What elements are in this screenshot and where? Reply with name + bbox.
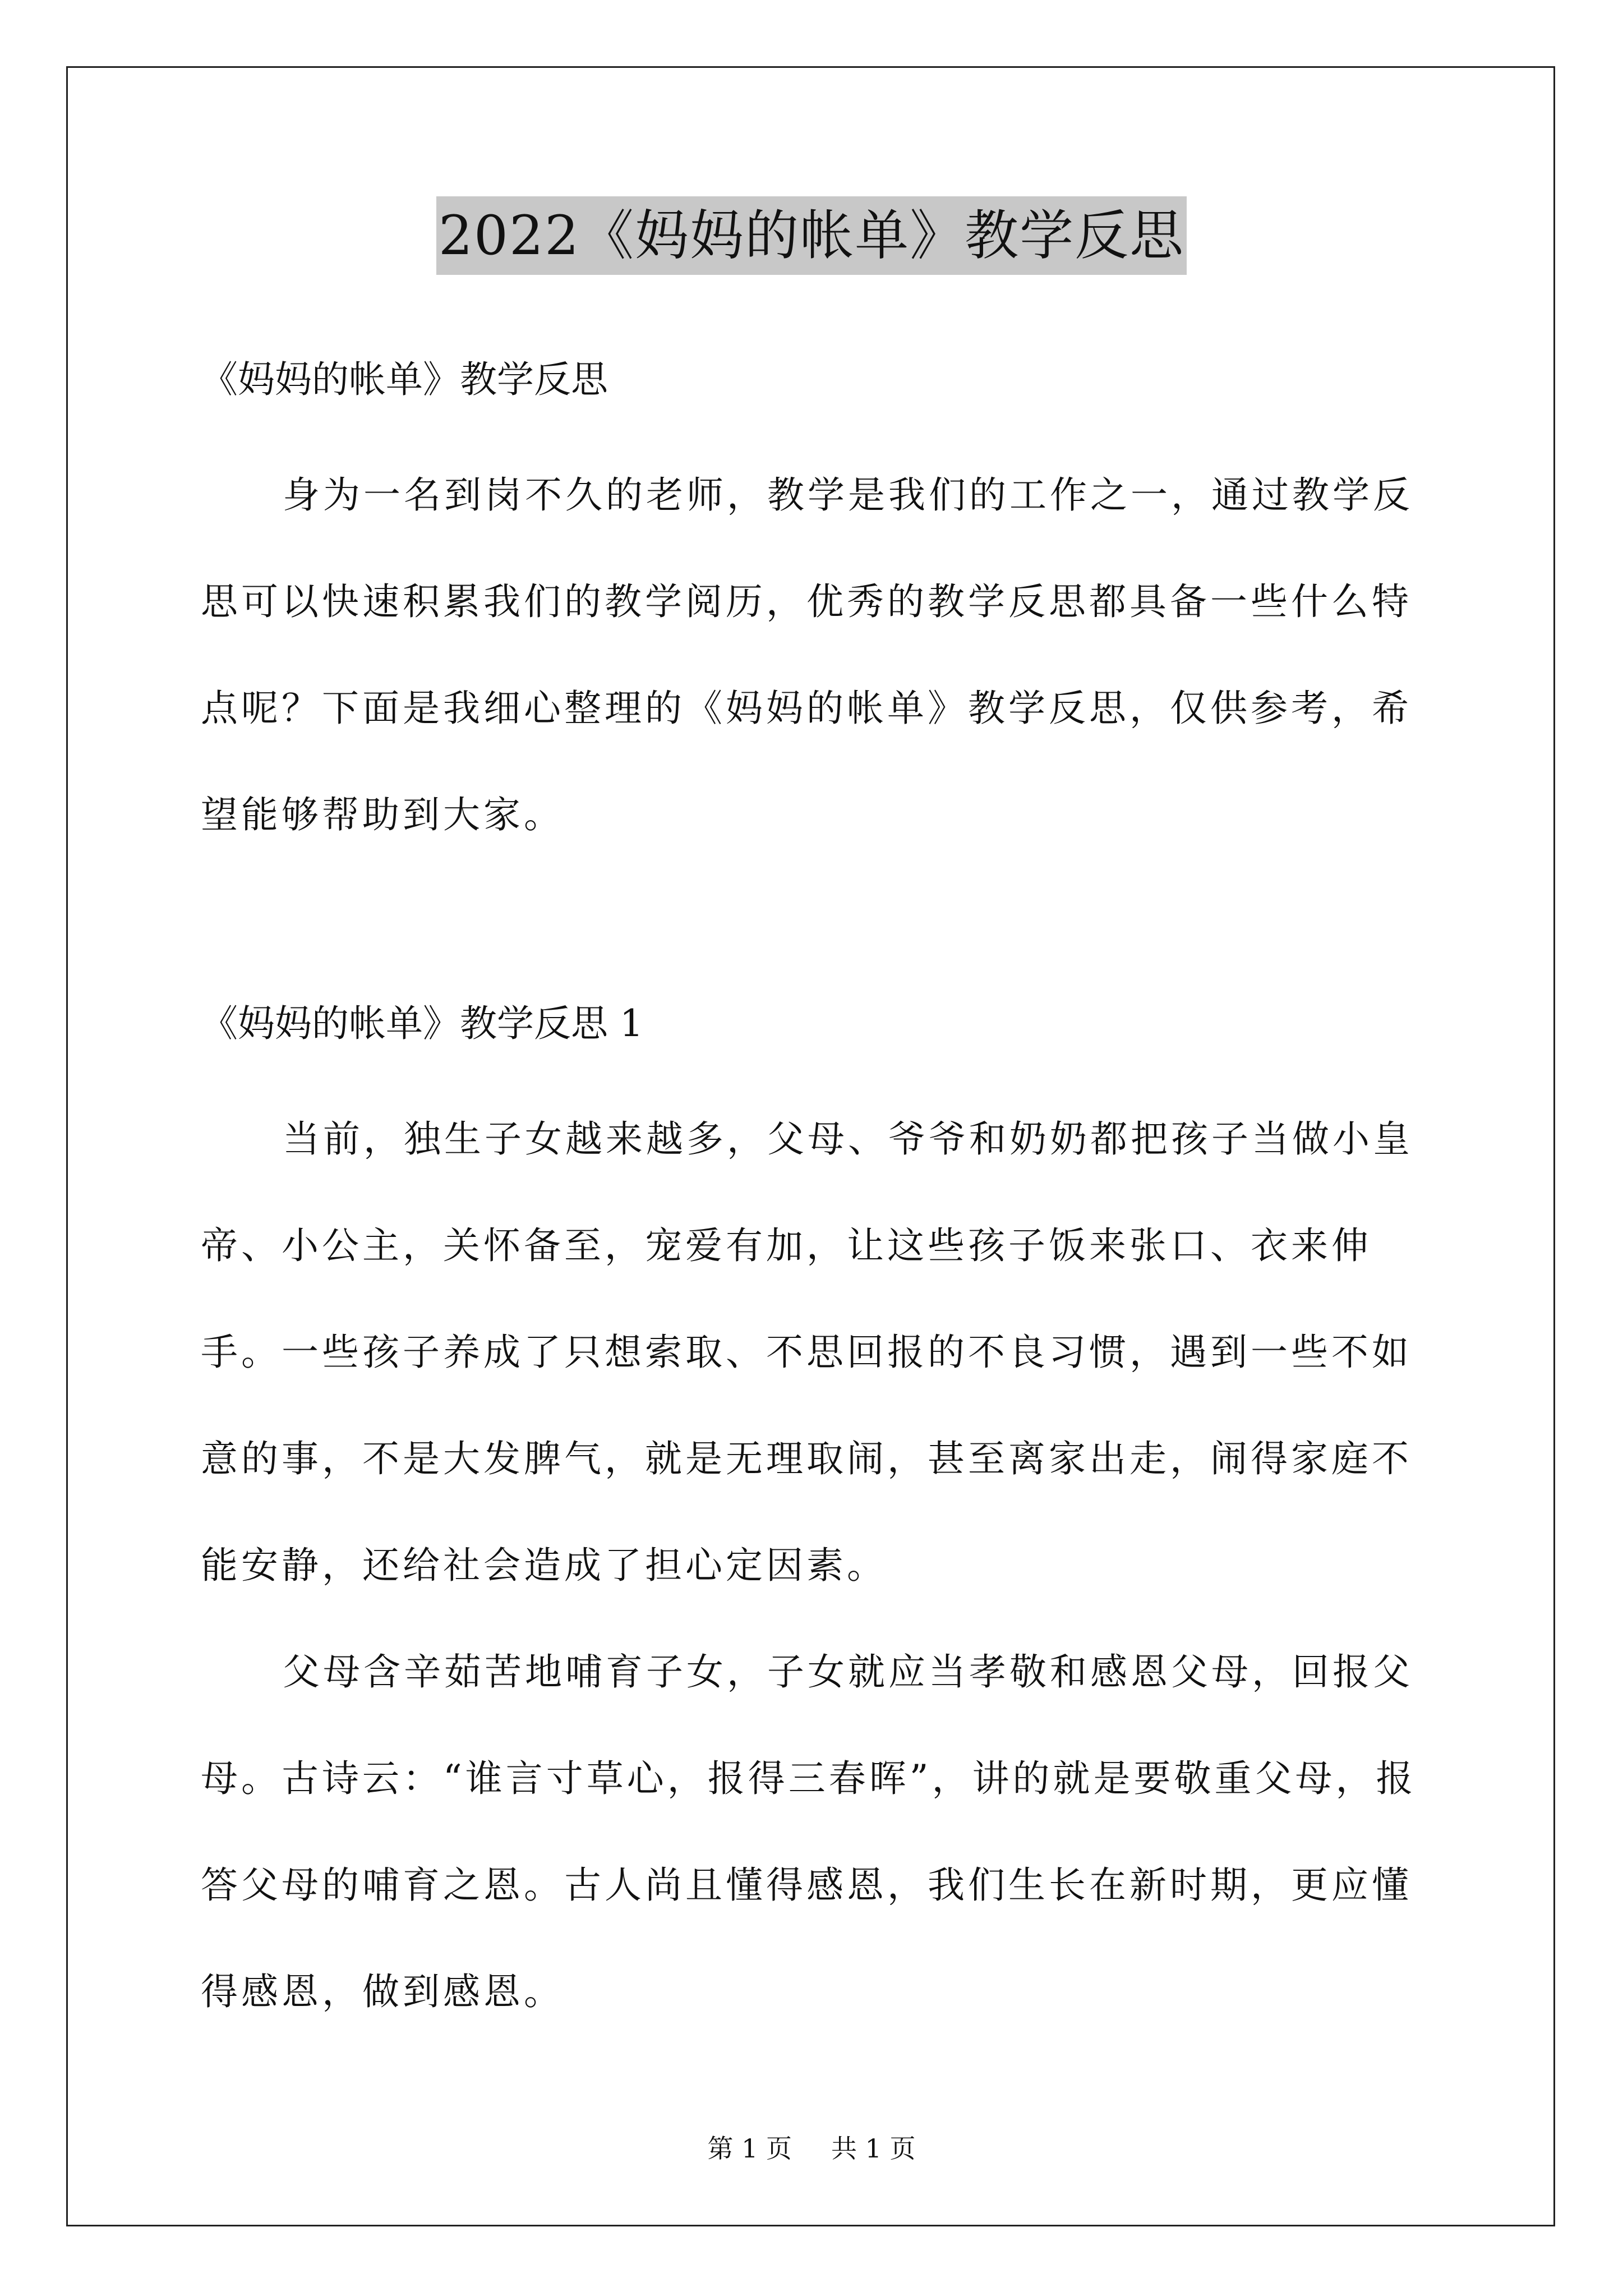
section-paragraph: 当前，独生子女越来越多，父母、爷爷和奶奶都把孩子当做小皇帝、小公主，关怀备至，宠爱有加，让这些孩子饭来张口、衣来伸手。一些孩子养成了只想索取、不思回报的不良习惯，遇到一些不如意的事，不是大发脾气，就是无理取闹，甚至离家出走，闹得家庭不能安静，还给社会造成了担心定因素。: [201, 1117, 1413, 1587]
document-body: [201, 348, 1435, 2045]
title-wrap: [0, 196, 1623, 275]
page-footer: [0, 2132, 1623, 2165]
document-title: 2022《妈妈的帐单》教学反思: [436, 196, 1187, 275]
section-paragraph: 父母含辛茹苦地哺育子女，子女就应当孝敬和感恩父母，回报父母。古诗云：“谁言寸草心，报得三春晖”，讲的就是要敬重父母，报答父母的哺育之恩。古人尚且懂得感恩，我们生长在新时期，更应懂得感恩，做到感恩。: [201, 1650, 1417, 2013]
section-heading: 《妈妈的帐单》教学反思 1: [201, 1002, 643, 1045]
page-total: 共 1 页: [831, 2133, 916, 2164]
intro-heading: 《妈妈的帐单》教学反思: [201, 358, 608, 401]
intro-paragraph: 身为一名到岗不久的老师，教学是我们的工作之一，通过教学反思可以快速积累我们的教学阅历，优秀的教学反思都具备一些什么特点呢？下面是我细心整理的《妈妈的帐单》教学反思，仅供参考，希望能够帮助到大家。: [201, 473, 1413, 836]
page-number: 第 1 页: [707, 2133, 792, 2164]
